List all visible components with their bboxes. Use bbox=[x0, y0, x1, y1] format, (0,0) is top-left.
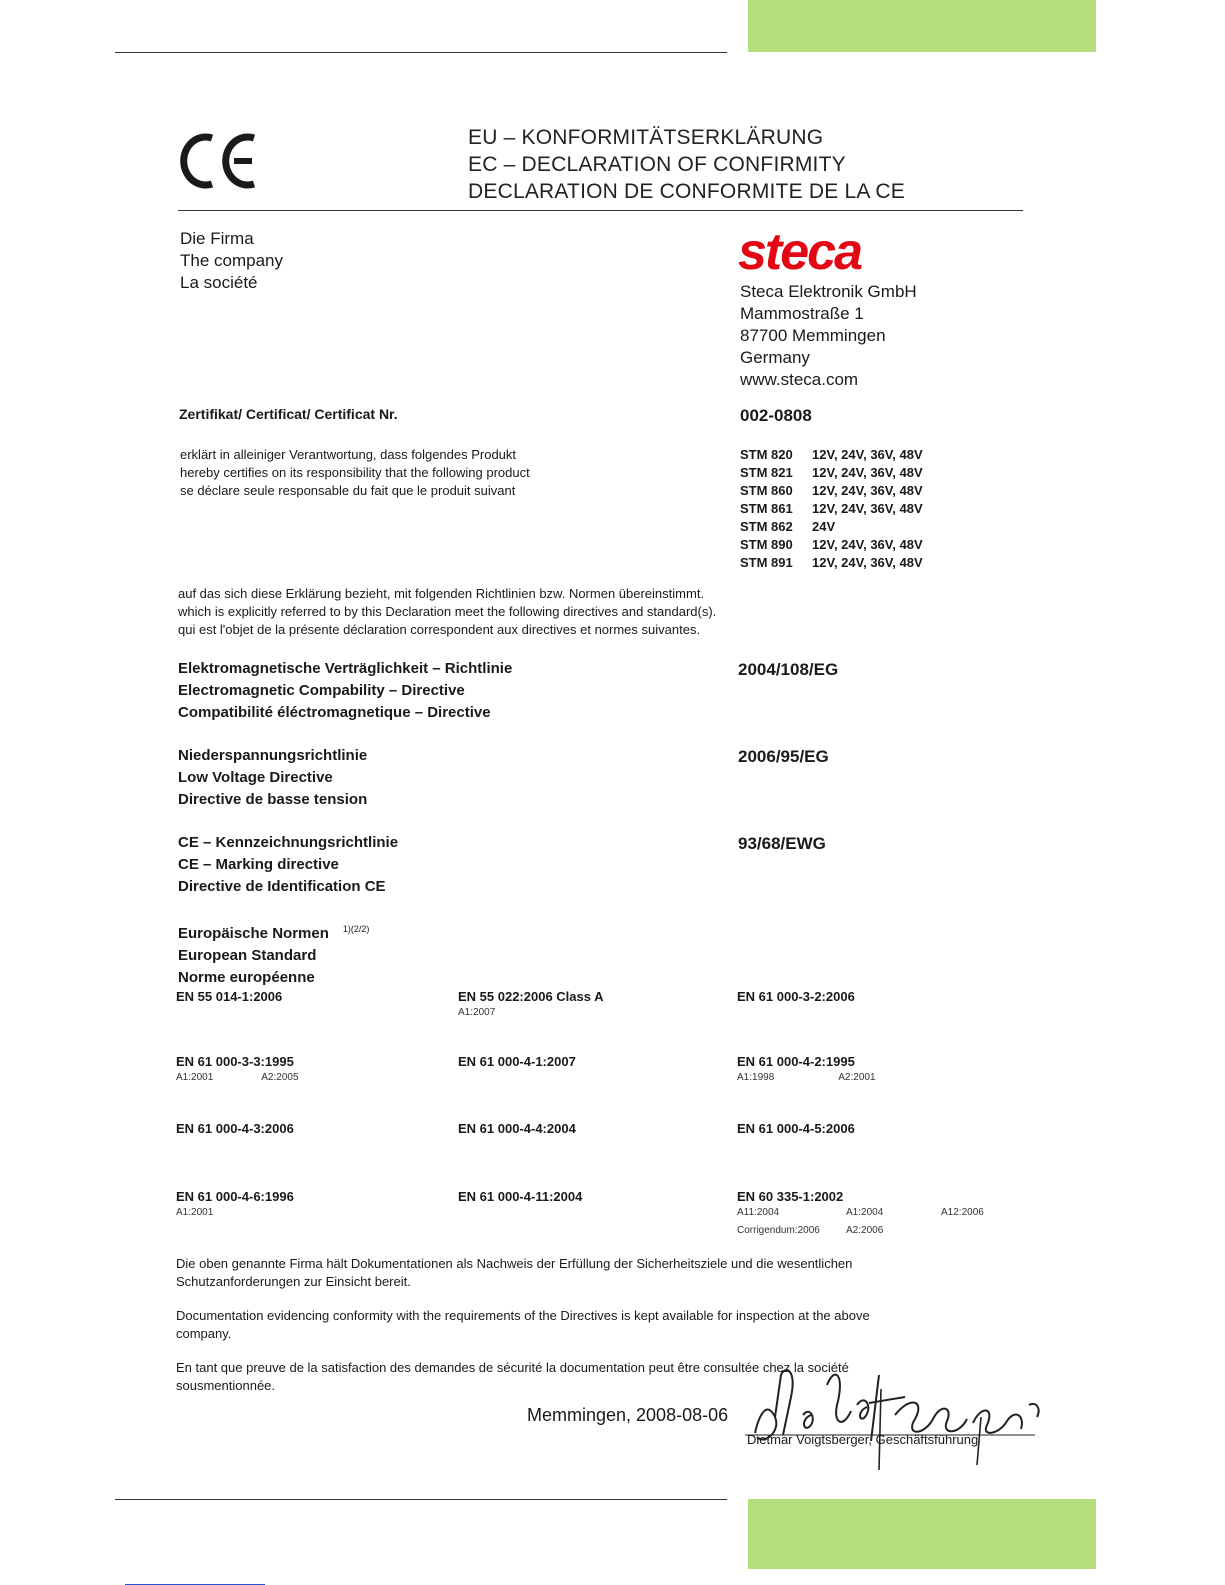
doc-line: Die oben genannte Firma hält Dokumentationen als Nachweis der Erfüllung der Sicherheitsziele und die wesentlichen bbox=[176, 1256, 853, 1271]
conformity-line-en: which is explicitly referred to by this Declaration meet the following directives and standard(s). bbox=[178, 604, 717, 619]
standard-name: EN 61 000-3-2:2006 bbox=[737, 989, 855, 1004]
standard-amendment: A1:1998 bbox=[737, 1072, 775, 1083]
steca-logo-text: steca bbox=[738, 223, 861, 281]
handwritten-signature bbox=[745, 1345, 1045, 1470]
standard-amendment: A1:2001 bbox=[176, 1072, 214, 1083]
declare-line-de: erklärt in alleiniger Verantwortung, dass folgendes Produkt bbox=[180, 447, 517, 462]
signatory-name: Dietmar Voigtsberger, Geschäftsführung bbox=[747, 1432, 979, 1447]
directive-line: Compatibilité éléctromagnetique – Directive bbox=[178, 704, 491, 721]
directive-emc-code: 2004/108/EG bbox=[738, 660, 839, 679]
company-label-en: The company bbox=[180, 251, 283, 270]
standard-name: EN 55 014-1:2006 bbox=[176, 989, 283, 1004]
doc-line: En tant que preuve de la satisfaction des demandes de sécurité la documentation peut être consultée chez la société bbox=[176, 1360, 849, 1375]
standards-heading-en: European Standard bbox=[178, 947, 317, 964]
directive-line: Directive de Identification CE bbox=[178, 878, 386, 895]
product-model: STM 821 bbox=[740, 465, 793, 480]
standard-item bbox=[737, 1120, 855, 1138]
product-voltages: 12V, 24V, 36V, 48V bbox=[812, 501, 923, 516]
product-voltages: 12V, 24V, 36V, 48V bbox=[812, 465, 923, 480]
standard-amendment: A2:2006 bbox=[846, 1225, 884, 1236]
standards-heading-fr: Norme européenne bbox=[178, 969, 315, 986]
standard-item bbox=[176, 1120, 294, 1138]
certificate-number: 002-0808 bbox=[740, 406, 812, 425]
standard-item bbox=[737, 1053, 876, 1085]
standard-amendments bbox=[737, 1071, 876, 1085]
company-label-fr: La société bbox=[180, 273, 258, 292]
directive-line: Elektromagnetische Verträglichkeit – Richtlinie bbox=[178, 660, 513, 677]
address-line: Steca Elektronik GmbH bbox=[740, 282, 917, 301]
company-label-de: Die Firma bbox=[180, 229, 254, 248]
standard-amendment: A1:2001 bbox=[176, 1207, 214, 1218]
standard-item bbox=[176, 1188, 294, 1220]
standard-name: EN 61 000-3-3:1995 bbox=[176, 1054, 294, 1069]
address-website: www.steca.com bbox=[740, 370, 859, 389]
product-voltages: 24V bbox=[812, 519, 836, 534]
conformity-line-de: auf das sich diese Erklärung bezieht, mit folgenden Richtlinien bzw. Normen übereinstimmt. bbox=[178, 586, 705, 601]
product-model: STM 862 bbox=[740, 519, 793, 534]
standards-footnote: 1)(2/2) bbox=[342, 924, 370, 934]
product-model: STM 820 bbox=[740, 447, 793, 462]
directive-line: Directive de basse tension bbox=[178, 791, 368, 808]
standard-amendment: A11:2004 bbox=[737, 1207, 780, 1218]
certificate-label: Zertifikat/ Certificat/ Certificat Nr. bbox=[179, 406, 398, 422]
directive-low-voltage-code: 2006/95/EG bbox=[738, 747, 829, 766]
address-line: Germany bbox=[740, 348, 810, 367]
standard-item bbox=[458, 1188, 582, 1206]
standard-name: EN 61 000-4-11:2004 bbox=[458, 1189, 583, 1204]
directive-line: CE – Marking directive bbox=[178, 856, 339, 873]
title-de: EU – KONFORMITÄTSERKLÄRUNG bbox=[468, 126, 824, 149]
standard-amendment: A2:2001 bbox=[838, 1072, 876, 1083]
standard-item bbox=[458, 1120, 576, 1138]
standard-item bbox=[737, 1188, 1037, 1240]
standard-amendments bbox=[176, 1071, 299, 1085]
doc-line: sousmentionnée. bbox=[176, 1378, 276, 1393]
standard-amendments bbox=[737, 1224, 1037, 1240]
product-model: STM 891 bbox=[740, 555, 793, 570]
doc-line: Documentation evidencing conformity with the requirements of the Directives is kept available for inspection at the above bbox=[176, 1308, 870, 1323]
standard-item bbox=[458, 1053, 576, 1071]
product-voltages: 12V, 24V, 36V, 48V bbox=[812, 537, 923, 552]
bottom-green-tab bbox=[748, 1499, 1096, 1569]
product-voltages: 12V, 24V, 36V, 48V bbox=[812, 555, 923, 570]
standard-name: EN 61 000-4-3:2006 bbox=[176, 1121, 294, 1136]
bottom-rule bbox=[115, 1499, 727, 1500]
address-line: Mammostraße 1 bbox=[740, 304, 864, 323]
title-en: EC – DECLARATION OF CONFIRMITY bbox=[468, 153, 846, 176]
product-voltages: 12V, 24V, 36V, 48V bbox=[812, 483, 923, 498]
standard-amendment: A1:2007 bbox=[458, 1007, 496, 1018]
standard-amendment: A12:2006 bbox=[941, 1207, 984, 1218]
standard-amendment: A1:2004 bbox=[846, 1207, 884, 1218]
doc-line: company. bbox=[176, 1326, 232, 1341]
standard-name: EN 61 000-4-5:2006 bbox=[737, 1121, 855, 1136]
address-line: 87700 Memmingen bbox=[740, 326, 886, 345]
directive-line: Electromagnetic Compability – Directive bbox=[178, 682, 465, 699]
product-model: STM 890 bbox=[740, 537, 793, 552]
standard-item bbox=[458, 988, 604, 1020]
title-fr: DECLARATION DE CONFORMITE DE LA CE bbox=[468, 180, 905, 203]
standard-amendment: A2:2005 bbox=[261, 1072, 299, 1083]
standard-amendment: Corrigendum:2006 bbox=[737, 1225, 820, 1236]
directive-line: Niederspannungsrichtlinie bbox=[178, 747, 368, 764]
standard-name: EN 61 000-4-4:2004 bbox=[458, 1121, 576, 1136]
standard-item bbox=[176, 988, 282, 1006]
standard-name: EN 60 335-1:2002 bbox=[737, 1189, 844, 1204]
standard-item bbox=[737, 988, 855, 1006]
directive-line: CE – Kennzeichnungsrichtlinie bbox=[178, 834, 399, 851]
standards-heading-text: Europäische Normen bbox=[178, 925, 329, 942]
standard-amendments bbox=[737, 1206, 1037, 1222]
directive-line: Low Voltage Directive bbox=[178, 769, 333, 786]
product-model: STM 861 bbox=[740, 501, 793, 516]
standard-item bbox=[176, 1053, 299, 1085]
conformity-line-fr: qui est l'objet de la présente déclaration correspondent aux directives et normes suivantes. bbox=[178, 622, 701, 637]
product-voltages: 12V, 24V, 36V, 48V bbox=[812, 447, 923, 462]
standard-name: EN 61 000-4-2:1995 bbox=[737, 1054, 855, 1069]
standard-name: EN 61 000-4-1:2007 bbox=[458, 1054, 576, 1069]
product-model: STM 860 bbox=[740, 483, 793, 498]
standard-name: EN 55 022:2006 Class A bbox=[458, 989, 604, 1004]
declare-line-en: hereby certifies on its responsibility that the following product bbox=[180, 465, 530, 480]
place-date: Memmingen, 2008-08-06 bbox=[527, 1405, 729, 1425]
declare-line-fr: se déclare seule responsable du fait que le produit suivant bbox=[180, 483, 516, 498]
standard-name: EN 61 000-4-6:1996 bbox=[176, 1189, 294, 1204]
directive-ce-marking-code: 93/68/EWG bbox=[738, 834, 826, 853]
doc-line: Schutzanforderungen zur Einsicht bereit. bbox=[176, 1274, 411, 1289]
